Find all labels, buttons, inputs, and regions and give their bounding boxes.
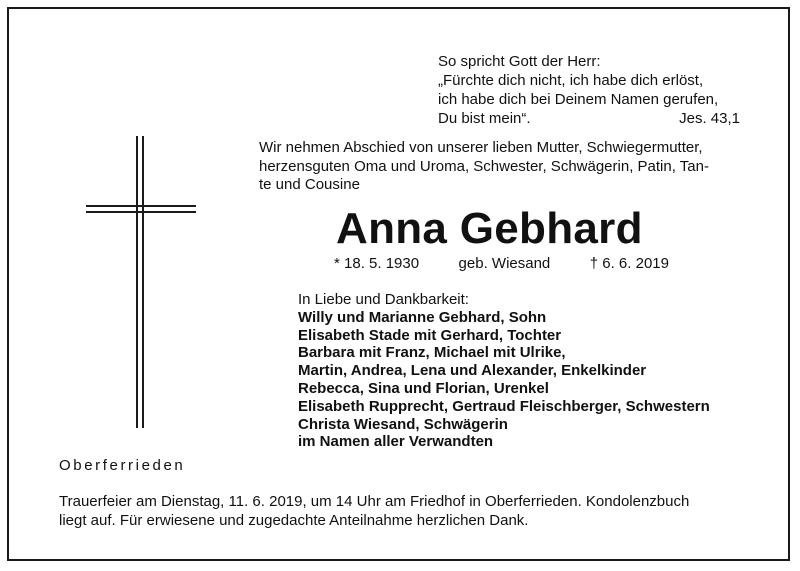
- intro-line: herzensguten Oma und Uroma, Schwester, Schwägerin, Patin, Tan-: [259, 157, 709, 175]
- death-date: † 6. 6. 2019: [589, 255, 669, 272]
- cross-icon: [86, 136, 196, 428]
- verse-line: So spricht Gott der Herr:: [438, 53, 601, 70]
- mourner-entry: Christa Wiesand, Schwägerin: [298, 415, 508, 433]
- verse-last-line: [438, 109, 740, 128]
- verse-reference: Jes. 43,1: [679, 110, 740, 127]
- mourner-entry: Willy und Marianne Gebhard, Sohn: [298, 308, 547, 326]
- mourner-entry: Rebecca, Sina und Florian, Urenkel: [298, 379, 549, 397]
- birth-date: * 18. 5. 1930: [334, 255, 420, 272]
- funeral-notice: [59, 492, 759, 530]
- mourner-entry: Barbara mit Franz, Michael mit Ulrike,: [298, 344, 566, 362]
- place-name: Oberferrieden: [59, 457, 186, 474]
- life-dates: [334, 255, 669, 272]
- intro-text: [259, 139, 749, 195]
- deceased-name: Anna Gebhard: [336, 204, 643, 253]
- verse-line: Du bist mein“.: [438, 110, 531, 127]
- mourner-entry: Elisabeth Stade mit Gerhard, Tochter: [298, 326, 562, 344]
- mourners-list: [298, 291, 710, 451]
- maiden-name: geb. Wiesand: [458, 255, 551, 272]
- mourners-heading: In Liebe und Dankbarkeit:: [298, 291, 469, 308]
- verse-line: „Fürchte dich nicht, ich habe dich erlöst,: [438, 72, 704, 89]
- bible-verse: [438, 52, 740, 128]
- verse-line: ich habe dich bei Deinem Namen gerufen,: [438, 91, 719, 108]
- mourner-entry: Elisabeth Rupprecht, Gertraud Fleischberger, Schwestern: [298, 397, 710, 415]
- funeral-line: liegt auf. Für erwiesene und zugedachte Anteilnahme herzlichen Dank.: [59, 512, 529, 529]
- mourner-entry: Martin, Andrea, Lena und Alexander, Enkelkinder: [298, 362, 647, 380]
- intro-line: Wir nehmen Abschied von unserer lieben Mutter, Schwiegermutter,: [259, 139, 703, 156]
- mourner-entry: im Namen aller Verwandten: [298, 433, 494, 451]
- funeral-line: Trauerfeier am Dienstag, 11. 6. 2019, um 14 Uhr am Friedhof in Oberferrieden. Kondolenzbuch: [59, 493, 690, 510]
- intro-line: te und Cousine: [259, 176, 360, 193]
